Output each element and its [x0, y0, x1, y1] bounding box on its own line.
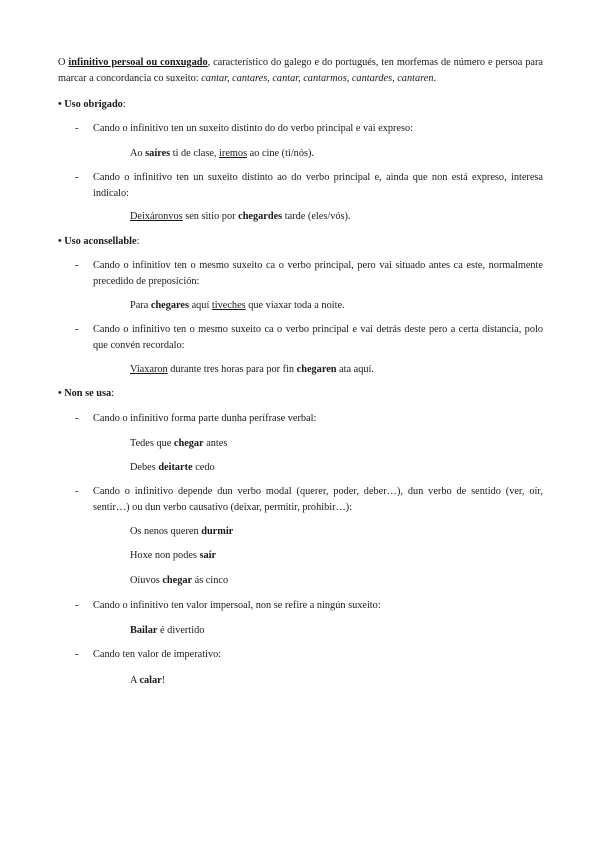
example-sentence: A calar!	[130, 675, 166, 686]
intro-article: O	[58, 57, 66, 68]
example-sentence: Bailar é divertido	[130, 625, 205, 636]
list-item	[75, 411, 543, 427]
list-item-text: Cando o infinitivo ten o mesmo suxeito ca o verbo principal e vai detrás deste pero a certa distancia, polo que convén recordalo:	[93, 324, 543, 351]
list-item-text: Cando o infinitivo forma parte dunha perífrase verbal:	[93, 413, 317, 424]
dash-marker: -	[75, 324, 79, 335]
section-title: Uso obrigado	[64, 99, 123, 110]
list-item-text: Cando o infinitivo ten valor impersoal, non se refire a ningún suxeito:	[93, 600, 381, 611]
list-item-text: Cando o infinitivo ten un suxeito distinto ao do verbo principal e, ainda que non está expreso, interesa indicalo:	[93, 172, 543, 199]
dash-marker: -	[75, 486, 79, 497]
section-heading-non-se-usa: • Non se usa:	[58, 388, 114, 399]
section-title: Uso aconsellable	[64, 236, 137, 247]
list-item	[75, 647, 543, 663]
intro-forms: cantar, cantares, cantar, cantarmos, cantardes, cantaren	[201, 72, 434, 84]
example-sentence: Tedes que chegar antes	[130, 438, 228, 449]
list-item	[75, 322, 543, 353]
list-item	[75, 170, 543, 201]
dash-marker: -	[75, 649, 79, 660]
example-sentence: Oíuvos chegar ás cinco	[130, 575, 229, 586]
list-item	[75, 484, 543, 515]
example-sentence: Hoxe non podes saír	[130, 550, 217, 561]
example-sentence: Deixáronvos sen sitio por chegardes tarde (eles/vós).	[130, 211, 351, 222]
example-sentence: Ao saíres ti de clase, iremos ao cine (ti/nós).	[130, 148, 314, 159]
dash-marker: -	[75, 172, 79, 183]
list-item	[75, 258, 543, 289]
intro-term: infinitivo persoal ou conxugado	[68, 57, 208, 68]
section-title: Non se usa	[64, 388, 112, 399]
list-item	[75, 121, 543, 137]
list-item	[75, 598, 543, 614]
example-sentence: Viaxaron durante tres horas para por fin chegaren ata aquí.	[130, 364, 374, 375]
list-item-text: Cando ten valor de imperativo:	[93, 649, 222, 660]
list-item-text: Cando o infinitiov ten o mesmo suxeito ca o verbo principal, pero vai situado antes ca este, normalmente precedido de preposición:	[93, 260, 543, 287]
example-sentence: Debes deitarte cedo	[130, 462, 215, 473]
section-heading-uso-obrigado: • Uso obrigado:	[58, 99, 126, 110]
dash-marker: -	[75, 123, 79, 134]
dash-marker: -	[75, 413, 79, 424]
example-sentence: Os nenos queren durmir	[130, 526, 234, 537]
list-item-text: Cando o infinitivo ten un suxeito distinto do do verbo principal e vai expreso:	[93, 123, 414, 134]
dash-marker: -	[75, 260, 79, 271]
intro-text: , característico do galego e do portugués, ten morfemas de número e persoa para marcar a concordancia co suxeito:	[58, 57, 543, 84]
list-item-text: Cando o infinitivo depende dun verbo modal (querer, poder, deber…), dun verbo de sentido (ver, oír, sentir…) ou dun verbo causativo (deixar, permitir, prohibir…):	[93, 486, 543, 513]
dash-marker: -	[75, 600, 79, 611]
example-sentence: Para chegares aquí tiveches que viaxar toda a noite.	[130, 300, 345, 311]
section-heading-uso-aconsellable: • Uso aconsellable:	[58, 236, 140, 247]
intro-paragraph: O infinitivo persoal ou conxugado, característico do galego e do portugués, ten morfemas de número e persoa para marcar a concordancia co suxeito: cantar, cantares, cantar, cantarmos, cantardes, cantaren.	[58, 57, 543, 84]
